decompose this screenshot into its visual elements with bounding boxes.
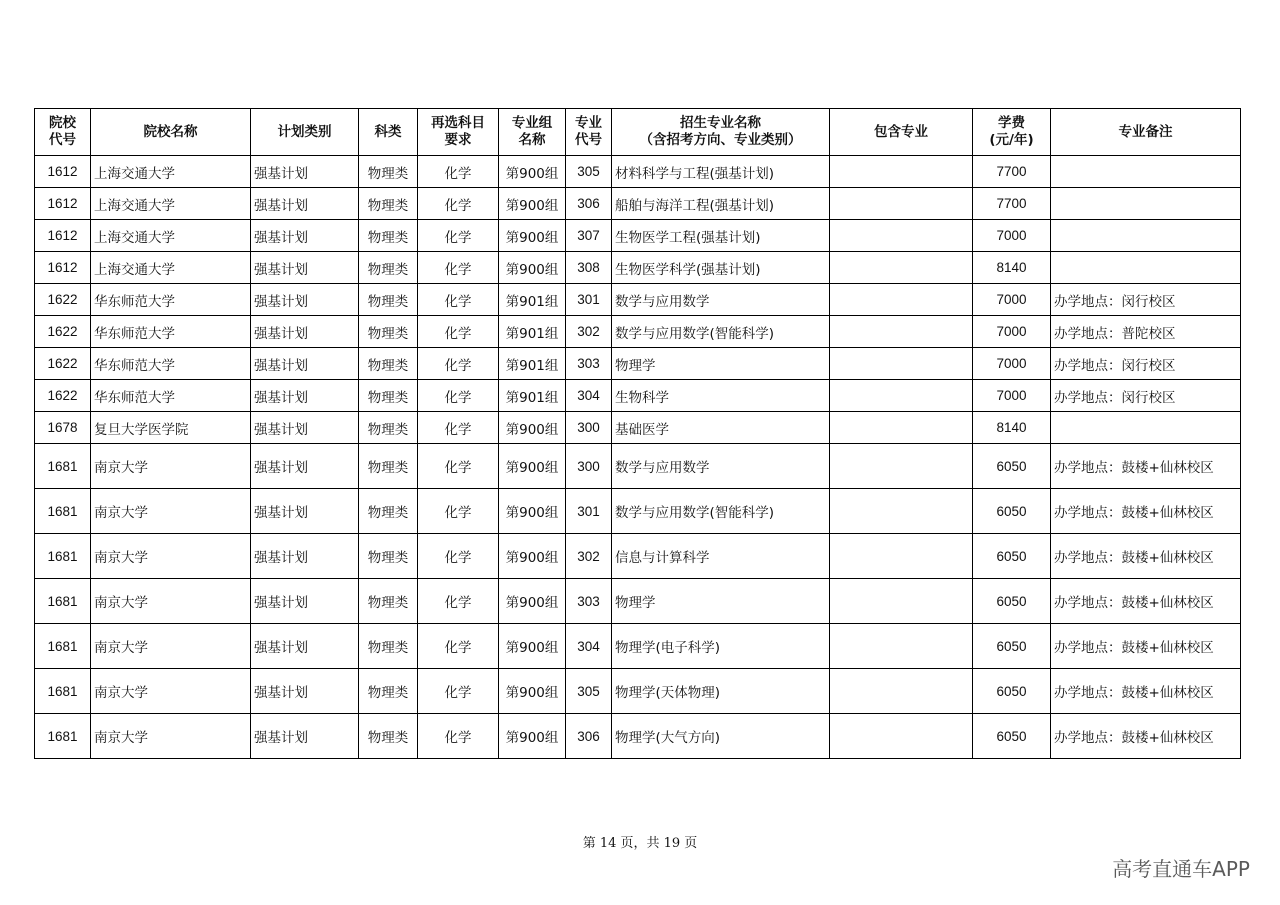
cell-included-majors <box>830 252 973 284</box>
cell-required-subject: 化学 <box>418 412 499 444</box>
cell-school-name: 华东师范大学 <box>91 284 251 316</box>
cell-tuition: 6050 <box>973 444 1051 489</box>
cell-school-name: 上海交通大学 <box>91 188 251 220</box>
cell-subject-category: 物理类 <box>359 156 418 188</box>
cell-subject-category: 物理类 <box>359 348 418 380</box>
cell-required-subject: 化学 <box>418 188 499 220</box>
cell-major-name: 基础医学 <box>612 412 830 444</box>
cell-required-subject: 化学 <box>418 220 499 252</box>
cell-included-majors <box>830 220 973 252</box>
cell-school-name: 华东师范大学 <box>91 316 251 348</box>
cell-major-notes <box>1051 252 1241 284</box>
table-row <box>35 252 1241 284</box>
cell-major-group: 第901组 <box>499 316 566 348</box>
cell-major-code: 300 <box>566 412 612 444</box>
cell-included-majors <box>830 412 973 444</box>
table-row <box>35 669 1241 714</box>
table-row <box>35 348 1241 380</box>
cell-major-notes <box>1051 188 1241 220</box>
header-school-code: 院校 代号 <box>35 109 91 156</box>
cell-major-code: 307 <box>566 220 612 252</box>
cell-plan-type: 强基计划 <box>251 412 359 444</box>
cell-major-notes: 办学地点：鼓楼+仙林校区 <box>1051 534 1241 579</box>
cell-major-name: 船舶与海洋工程(强基计划) <box>612 188 830 220</box>
cell-major-notes <box>1051 156 1241 188</box>
cell-school-code: 1678 <box>35 412 91 444</box>
cell-major-notes: 办学地点：闵行校区 <box>1051 284 1241 316</box>
cell-tuition: 7000 <box>973 316 1051 348</box>
cell-major-code: 300 <box>566 444 612 489</box>
cell-required-subject: 化学 <box>418 534 499 579</box>
cell-plan-type: 强基计划 <box>251 624 359 669</box>
table-row <box>35 412 1241 444</box>
cell-subject-category: 物理类 <box>359 669 418 714</box>
cell-school-name: 华东师范大学 <box>91 348 251 380</box>
cell-required-subject: 化学 <box>418 316 499 348</box>
cell-major-group: 第900组 <box>499 156 566 188</box>
cell-major-name: 数学与应用数学 <box>612 284 830 316</box>
cell-subject-category: 物理类 <box>359 444 418 489</box>
cell-major-group: 第900组 <box>499 534 566 579</box>
cell-school-code: 1681 <box>35 714 91 759</box>
cell-required-subject: 化学 <box>418 624 499 669</box>
cell-school-name: 华东师范大学 <box>91 380 251 412</box>
cell-included-majors <box>830 489 973 534</box>
cell-tuition: 7000 <box>973 380 1051 412</box>
cell-included-majors <box>830 188 973 220</box>
cell-included-majors <box>830 156 973 188</box>
cell-required-subject: 化学 <box>418 714 499 759</box>
cell-required-subject: 化学 <box>418 444 499 489</box>
cell-major-group: 第901组 <box>499 284 566 316</box>
cell-major-code: 306 <box>566 714 612 759</box>
cell-major-group: 第900组 <box>499 579 566 624</box>
header-tuition: 学费 (元/年) <box>973 109 1051 156</box>
cell-major-code: 305 <box>566 156 612 188</box>
cell-tuition: 6050 <box>973 624 1051 669</box>
cell-included-majors <box>830 579 973 624</box>
cell-major-code: 302 <box>566 316 612 348</box>
cell-subject-category: 物理类 <box>359 624 418 669</box>
cell-school-code: 1612 <box>35 188 91 220</box>
cell-subject-category: 物理类 <box>359 714 418 759</box>
cell-school-name: 南京大学 <box>91 624 251 669</box>
cell-major-code: 303 <box>566 579 612 624</box>
cell-required-subject: 化学 <box>418 380 499 412</box>
cell-major-name: 物理学(天体物理) <box>612 669 830 714</box>
cell-plan-type: 强基计划 <box>251 489 359 534</box>
cell-plan-type: 强基计划 <box>251 284 359 316</box>
table-row <box>35 220 1241 252</box>
table-row <box>35 188 1241 220</box>
cell-tuition: 6050 <box>973 714 1051 759</box>
cell-major-notes: 办学地点：普陀校区 <box>1051 316 1241 348</box>
table-header-row <box>35 109 1241 156</box>
cell-major-code: 305 <box>566 669 612 714</box>
cell-school-code: 1622 <box>35 380 91 412</box>
header-included-majors: 包含专业 <box>830 109 973 156</box>
table-row <box>35 156 1241 188</box>
cell-major-name: 物理学 <box>612 348 830 380</box>
cell-included-majors <box>830 316 973 348</box>
cell-tuition: 7000 <box>973 284 1051 316</box>
header-major-name: 招生专业名称 （含招考方向、专业类别） <box>612 109 830 156</box>
cell-school-code: 1681 <box>35 624 91 669</box>
cell-included-majors <box>830 624 973 669</box>
cell-included-majors <box>830 380 973 412</box>
table-row <box>35 380 1241 412</box>
cell-major-notes: 办学地点：鼓楼+仙林校区 <box>1051 444 1241 489</box>
cell-school-name: 南京大学 <box>91 534 251 579</box>
cell-tuition: 6050 <box>973 489 1051 534</box>
cell-subject-category: 物理类 <box>359 252 418 284</box>
cell-major-name: 物理学 <box>612 579 830 624</box>
cell-plan-type: 强基计划 <box>251 348 359 380</box>
cell-tuition: 6050 <box>973 534 1051 579</box>
cell-required-subject: 化学 <box>418 284 499 316</box>
cell-subject-category: 物理类 <box>359 579 418 624</box>
cell-school-name: 南京大学 <box>91 444 251 489</box>
cell-plan-type: 强基计划 <box>251 669 359 714</box>
header-major-code: 专业 代号 <box>566 109 612 156</box>
cell-school-code: 1612 <box>35 252 91 284</box>
cell-tuition: 8140 <box>973 252 1051 284</box>
cell-major-group: 第900组 <box>499 188 566 220</box>
cell-subject-category: 物理类 <box>359 284 418 316</box>
cell-major-name: 生物医学科学(强基计划) <box>612 252 830 284</box>
cell-school-code: 1681 <box>35 534 91 579</box>
cell-school-code: 1681 <box>35 489 91 534</box>
cell-subject-category: 物理类 <box>359 220 418 252</box>
cell-major-group: 第900组 <box>499 252 566 284</box>
header-school-name: 院校名称 <box>91 109 251 156</box>
cell-subject-category: 物理类 <box>359 380 418 412</box>
cell-tuition: 8140 <box>973 412 1051 444</box>
cell-school-code: 1622 <box>35 284 91 316</box>
cell-major-code: 301 <box>566 284 612 316</box>
cell-school-name: 南京大学 <box>91 579 251 624</box>
cell-plan-type: 强基计划 <box>251 220 359 252</box>
cell-school-code: 1622 <box>35 316 91 348</box>
header-required-subject: 再选科目 要求 <box>418 109 499 156</box>
cell-major-group: 第900组 <box>499 412 566 444</box>
cell-subject-category: 物理类 <box>359 489 418 534</box>
cell-major-notes: 办学地点：鼓楼+仙林校区 <box>1051 669 1241 714</box>
cell-major-name: 数学与应用数学(智能科学) <box>612 316 830 348</box>
cell-major-code: 308 <box>566 252 612 284</box>
cell-tuition: 7700 <box>973 188 1051 220</box>
cell-school-code: 1681 <box>35 579 91 624</box>
cell-required-subject: 化学 <box>418 348 499 380</box>
cell-major-group: 第900组 <box>499 220 566 252</box>
table-row <box>35 284 1241 316</box>
cell-major-notes <box>1051 412 1241 444</box>
cell-tuition: 6050 <box>973 669 1051 714</box>
cell-major-code: 306 <box>566 188 612 220</box>
cell-tuition: 7000 <box>973 220 1051 252</box>
cell-required-subject: 化学 <box>418 156 499 188</box>
table-row <box>35 444 1241 489</box>
cell-school-name: 上海交通大学 <box>91 156 251 188</box>
cell-major-notes: 办学地点：鼓楼+仙林校区 <box>1051 489 1241 534</box>
cell-major-group: 第900组 <box>499 714 566 759</box>
cell-required-subject: 化学 <box>418 489 499 534</box>
header-plan-type: 计划类别 <box>251 109 359 156</box>
cell-school-name: 上海交通大学 <box>91 220 251 252</box>
admission-plan-table <box>34 108 1241 759</box>
cell-plan-type: 强基计划 <box>251 444 359 489</box>
cell-major-group: 第900组 <box>499 669 566 714</box>
cell-tuition: 7700 <box>973 156 1051 188</box>
cell-plan-type: 强基计划 <box>251 316 359 348</box>
cell-school-name: 南京大学 <box>91 669 251 714</box>
cell-included-majors <box>830 714 973 759</box>
cell-major-notes <box>1051 220 1241 252</box>
cell-tuition: 6050 <box>973 579 1051 624</box>
cell-school-code: 1612 <box>35 156 91 188</box>
cell-subject-category: 物理类 <box>359 316 418 348</box>
cell-required-subject: 化学 <box>418 579 499 624</box>
cell-major-group: 第900组 <box>499 444 566 489</box>
cell-major-name: 物理学(电子科学) <box>612 624 830 669</box>
cell-subject-category: 物理类 <box>359 534 418 579</box>
cell-major-notes: 办学地点：鼓楼+仙林校区 <box>1051 714 1241 759</box>
cell-school-code: 1612 <box>35 220 91 252</box>
cell-tuition: 7000 <box>973 348 1051 380</box>
cell-major-notes: 办学地点：鼓楼+仙林校区 <box>1051 579 1241 624</box>
cell-plan-type: 强基计划 <box>251 534 359 579</box>
header-major-group: 专业组 名称 <box>499 109 566 156</box>
cell-major-code: 303 <box>566 348 612 380</box>
cell-subject-category: 物理类 <box>359 412 418 444</box>
cell-major-code: 302 <box>566 534 612 579</box>
table-row <box>35 489 1241 534</box>
cell-major-group: 第900组 <box>499 489 566 534</box>
cell-major-name: 生物医学工程(强基计划) <box>612 220 830 252</box>
cell-major-group: 第901组 <box>499 348 566 380</box>
app-watermark: 高考直通车APP <box>1112 857 1250 881</box>
cell-major-notes: 办学地点：闵行校区 <box>1051 380 1241 412</box>
cell-included-majors <box>830 348 973 380</box>
cell-major-group: 第900组 <box>499 624 566 669</box>
cell-required-subject: 化学 <box>418 252 499 284</box>
cell-plan-type: 强基计划 <box>251 188 359 220</box>
cell-school-code: 1681 <box>35 669 91 714</box>
cell-included-majors <box>830 284 973 316</box>
cell-school-name: 复旦大学医学院 <box>91 412 251 444</box>
cell-school-name: 南京大学 <box>91 714 251 759</box>
table-row <box>35 714 1241 759</box>
cell-major-name: 生物科学 <box>612 380 830 412</box>
cell-major-name: 信息与计算科学 <box>612 534 830 579</box>
cell-included-majors <box>830 444 973 489</box>
table-row <box>35 534 1241 579</box>
cell-plan-type: 强基计划 <box>251 714 359 759</box>
cell-plan-type: 强基计划 <box>251 252 359 284</box>
cell-plan-type: 强基计划 <box>251 579 359 624</box>
cell-major-group: 第901组 <box>499 380 566 412</box>
cell-included-majors <box>830 669 973 714</box>
cell-subject-category: 物理类 <box>359 188 418 220</box>
cell-school-name: 南京大学 <box>91 489 251 534</box>
page-number-footer: 第 14 页，共 19 页 <box>582 836 698 851</box>
cell-major-notes: 办学地点：鼓楼+仙林校区 <box>1051 624 1241 669</box>
cell-school-name: 上海交通大学 <box>91 252 251 284</box>
cell-major-name: 数学与应用数学(智能科学) <box>612 489 830 534</box>
cell-included-majors <box>830 534 973 579</box>
cell-major-code: 304 <box>566 624 612 669</box>
cell-major-code: 304 <box>566 380 612 412</box>
header-subject-category: 科类 <box>359 109 418 156</box>
cell-school-code: 1622 <box>35 348 91 380</box>
table-row <box>35 316 1241 348</box>
table-row <box>35 624 1241 669</box>
cell-required-subject: 化学 <box>418 669 499 714</box>
header-major-notes: 专业备注 <box>1051 109 1241 156</box>
cell-plan-type: 强基计划 <box>251 156 359 188</box>
cell-major-name: 物理学(大气方向) <box>612 714 830 759</box>
cell-major-name: 数学与应用数学 <box>612 444 830 489</box>
cell-plan-type: 强基计划 <box>251 380 359 412</box>
cell-major-code: 301 <box>566 489 612 534</box>
cell-school-code: 1681 <box>35 444 91 489</box>
cell-major-notes: 办学地点：闵行校区 <box>1051 348 1241 380</box>
cell-major-name: 材料科学与工程(强基计划) <box>612 156 830 188</box>
table-row <box>35 579 1241 624</box>
